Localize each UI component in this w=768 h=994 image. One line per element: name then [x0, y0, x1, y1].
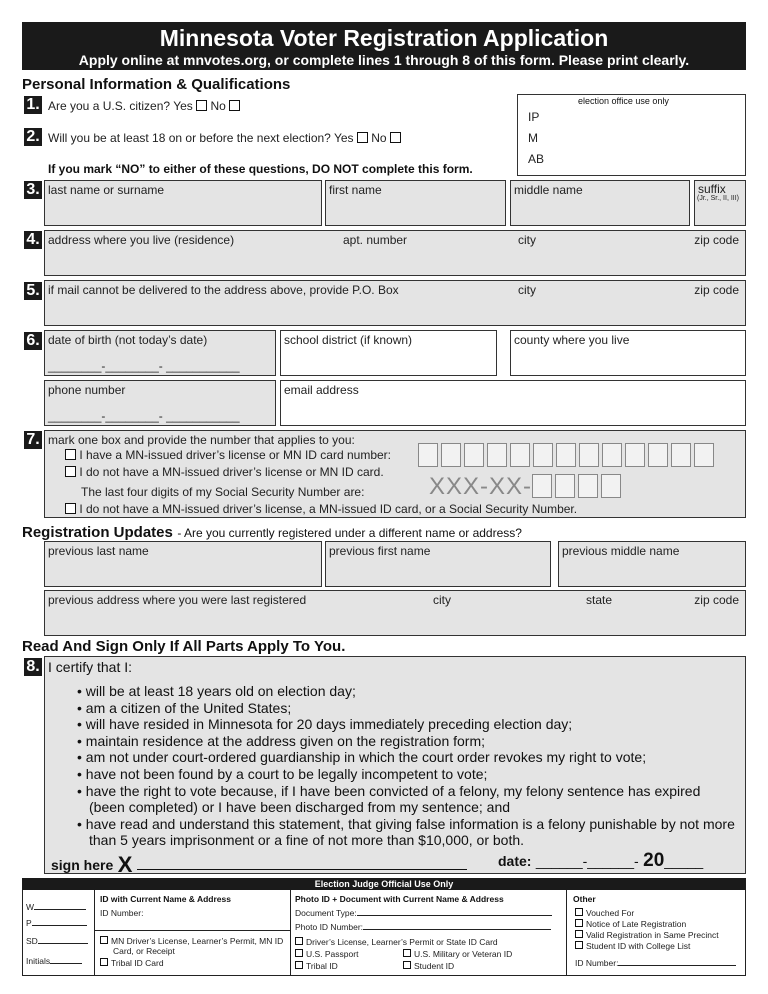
form-subtitle: Apply online at mnvotes.org, or complete lines 1 through 8 of this form. Please print clearly.: [78, 52, 690, 68]
certification-item: • have read and understand this statement, that giving false information is a felony punishable by not more than 5 years imprisonment or a fine of not more than $10,000, or both.: [75, 816, 735, 849]
official-col3-option-3-checkbox[interactable]: [575, 930, 583, 938]
official-column-2: [291, 890, 567, 976]
sign-x: X: [117, 852, 133, 877]
po-label: if mail cannot be delivered to the address above, provide P.O. Box: [48, 283, 399, 297]
phone-label: phone number: [48, 383, 126, 397]
previous-middle-name-field[interactable]: [558, 541, 746, 587]
q6-number: 6.: [24, 332, 42, 350]
updates-question: - Are you currently registered under a different name or address?: [177, 526, 522, 540]
previous-city-label: city: [433, 593, 451, 607]
official-col2-option-2: U.S. Passport: [295, 949, 358, 959]
id-number-section: [44, 430, 746, 518]
official-col2-option-3: U.S. Military or Veteran ID: [403, 949, 512, 959]
certification-intro: I certify that I:: [48, 659, 133, 675]
q7-option-3: [65, 502, 577, 516]
q7-option-3-checkbox[interactable]: [65, 503, 76, 514]
county-label: county where you live: [514, 333, 630, 347]
previous-middle-name-label: previous middle name: [562, 544, 680, 558]
office-use-title: election office use only: [578, 96, 669, 106]
q2-no-checkbox[interactable]: [390, 132, 401, 143]
po-box-field[interactable]: [44, 280, 746, 326]
q2-yes-label: Yes: [333, 131, 354, 145]
section-personal-heading: Personal Information & Qualifications: [22, 76, 291, 93]
official-col1-option-1: MN Driver’s License, Learner’s Permit, MN ID Card, or Receipt: [100, 936, 286, 956]
q7-option-1-checkbox[interactable]: [65, 449, 76, 460]
official-column-3: [567, 890, 747, 976]
form-title: Minnesota Voter Registration Application: [159, 25, 609, 51]
form-header: [22, 22, 746, 70]
q7-number: 7.: [24, 431, 42, 449]
last-name-label: last name or surname: [48, 183, 165, 197]
q7-option-2: [65, 465, 384, 479]
official-col3-option-2-checkbox[interactable]: [575, 919, 583, 927]
suffix-label: suffix: [698, 182, 726, 196]
official-col3-option-4-checkbox[interactable]: [575, 941, 583, 949]
office-use-box: [517, 94, 746, 176]
last-name-field[interactable]: [44, 180, 322, 226]
official-col2-option-5-checkbox[interactable]: [403, 961, 411, 969]
office-use-ab: AB: [528, 152, 545, 166]
city-label: city: [518, 233, 536, 247]
sign-here-label: sign here: [51, 857, 114, 873]
official-col2-option-4-checkbox[interactable]: [295, 961, 303, 969]
official-col3-id: ID Number:: [575, 958, 736, 968]
q1-text: Are you a U.S. citizen?: [48, 99, 171, 113]
date-label: date:: [498, 853, 532, 869]
official-col3-option-1: Vouched For: [575, 908, 634, 918]
middle-name-field[interactable]: [510, 180, 690, 226]
school-district-field[interactable]: [280, 330, 497, 376]
q1-no-checkbox[interactable]: [229, 100, 240, 111]
q2-yes-checkbox[interactable]: [357, 132, 368, 143]
address-label: address where you live (residence): [48, 233, 235, 247]
email-field[interactable]: [280, 380, 746, 426]
official-col1-option-2-checkbox[interactable]: [100, 958, 108, 966]
dob-field[interactable]: [44, 330, 276, 376]
official-col2-option-5: Student ID: [403, 961, 454, 971]
phone-blank: ________-________- ___________: [48, 409, 240, 423]
q7-option-3-label: I do not have a MN-issued driver’s license, a MN-issued ID card, or a Social Security Number.: [79, 502, 578, 516]
q7-option-1-label: I have a MN-issued driver’s license or MN ID card number:: [79, 448, 392, 462]
q2-no-label: No: [371, 131, 387, 145]
official-col1-title: ID with Current Name & Address: [100, 894, 231, 904]
q2-text: Will you be at least 18 on or before the next election?: [48, 131, 331, 145]
school-district-label: school district (if known): [284, 333, 413, 347]
email-label: email address: [284, 383, 359, 397]
certification-item: • am a citizen of the United States;: [75, 700, 735, 717]
ssn-digit-boxes[interactable]: [429, 473, 624, 501]
certification-item: • have not been found by a court to be legally incompetent to vote;: [75, 766, 735, 783]
official-col1-option-2: Tribal ID Card: [100, 958, 164, 968]
ssn-label: The last four digits of my Social Security Number are:: [81, 485, 365, 499]
q7-intro: mark one box and provide the number that applies to you:: [48, 433, 355, 447]
updates-title: Registration Updates: [22, 524, 173, 541]
official-col3-title: Other: [573, 894, 596, 904]
q2-question: [48, 131, 401, 145]
dob-label: date of birth (not today’s date): [48, 333, 208, 347]
middle-name-label: middle name: [514, 183, 583, 197]
office-use-ip: IP: [528, 110, 540, 124]
q8-number: 8.: [24, 658, 42, 676]
official-sd: SD: [26, 936, 88, 946]
official-col2-option-4: Tribal ID: [295, 961, 338, 971]
updates-heading: [22, 524, 522, 542]
year-blank: _____: [664, 853, 704, 869]
official-col3-option-3: Valid Registration in Same Precinct: [575, 930, 719, 940]
certification-item: • maintain residence at the address given on the registration form;: [75, 733, 735, 750]
q2-number: 2.: [24, 128, 42, 146]
residence-address-field[interactable]: [44, 230, 746, 276]
certification-list: [75, 683, 735, 849]
official-col2-option-1: Driver’s License, Learner’s Permit or State ID Card: [295, 937, 498, 947]
official-left-column: [23, 890, 95, 976]
previous-last-name-label: previous last name: [48, 544, 149, 558]
signature-underline: [137, 869, 467, 870]
q7-option-2-label: I do not have a MN-issued driver’s license or MN ID card.: [79, 465, 384, 479]
previous-first-name-label: previous first name: [329, 544, 431, 558]
county-field[interactable]: [510, 330, 746, 376]
official-col2-doc-type: Document Type:: [295, 908, 552, 918]
previous-address-label: previous address where you were last registered: [48, 593, 307, 607]
official-col2-photo-id: Photo ID Number:: [295, 922, 551, 932]
certification-item: • am not under court-ordered guardianship in which the court order revokes my right to vote;: [75, 749, 735, 766]
phone-field[interactable]: [44, 380, 276, 426]
official-col3-option-1-checkbox[interactable]: [575, 908, 583, 916]
previous-zip-label: zip code: [694, 593, 739, 607]
q7-option-2-checkbox[interactable]: [65, 466, 76, 477]
no-warning: If you mark “NO” to either of these questions, DO NOT complete this form.: [48, 162, 473, 176]
official-col2-option-1-checkbox[interactable]: [295, 937, 303, 945]
q4-number: 4.: [24, 231, 42, 249]
q7-option-1: [65, 448, 391, 462]
official-col1-divider: [95, 930, 290, 931]
date-line[interactable]: [498, 850, 703, 872]
previous-state-label: state: [586, 593, 613, 607]
ssn-prefix: XXX-XX-: [429, 473, 533, 500]
official-p: P: [26, 918, 87, 928]
q1-question: [48, 99, 240, 113]
official-initials: Initials: [26, 956, 82, 966]
po-city-label: city: [518, 283, 536, 297]
first-name-label: first name: [329, 183, 382, 197]
official-col2-option-2-checkbox[interactable]: [295, 949, 303, 957]
official-col2-title: Photo ID + Document with Current Name & Address: [295, 894, 504, 904]
official-use-box: [22, 890, 746, 976]
dob-blank: ________-________- ___________: [48, 359, 240, 373]
previous-first-name-field[interactable]: [325, 541, 551, 587]
q1-no-label: No: [210, 99, 226, 113]
suffix-note: (Jr., Sr., II, III): [697, 195, 740, 202]
official-col1-id-label: ID Number:: [100, 908, 144, 918]
q1-number: 1.: [24, 96, 42, 114]
apt-label: apt. number: [343, 233, 408, 247]
previous-last-name-field[interactable]: [44, 541, 322, 587]
sign-section-heading: Read And Sign Only If All Parts Apply To You.: [22, 638, 346, 655]
q1-yes-label: Yes: [173, 99, 193, 113]
q3-number: 3.: [24, 181, 42, 199]
official-w: W: [26, 902, 86, 912]
zip-label: zip code: [694, 233, 739, 247]
certification-item: • will be at least 18 years old on election day;: [75, 683, 735, 700]
suffix-field[interactable]: [694, 180, 746, 226]
po-zip-label: zip code: [694, 283, 739, 297]
previous-address-field[interactable]: [44, 590, 746, 636]
official-col3-option-4: Student ID with College List: [575, 941, 690, 951]
official-col3-option-2: Notice of Late Registration: [575, 919, 686, 929]
first-name-field[interactable]: [325, 180, 506, 226]
official-col2-option-3-checkbox[interactable]: [403, 949, 411, 957]
certification-item: • will have resided in Minnesota for 20 days immediately preceding election day;: [75, 716, 735, 733]
certification-item: • have the right to vote because, if I have been convicted of a felony, my felony sentence has expired (been completed) or I have been discharged from my sentence; and: [75, 783, 735, 816]
date-blank: ______-______-: [535, 853, 639, 869]
office-use-m: M: [528, 131, 538, 145]
year-prefix: 20: [643, 850, 665, 871]
license-digit-boxes[interactable]: [418, 443, 717, 472]
certification-section: [44, 656, 746, 877]
official-use-title: Election Judge Official Use Only: [22, 878, 746, 890]
q5-number: 5.: [24, 282, 42, 300]
official-column-1: [95, 890, 291, 976]
q1-yes-checkbox[interactable]: [196, 100, 207, 111]
official-col1-option-1-checkbox[interactable]: [100, 936, 108, 944]
signature-line[interactable]: [51, 850, 467, 876]
